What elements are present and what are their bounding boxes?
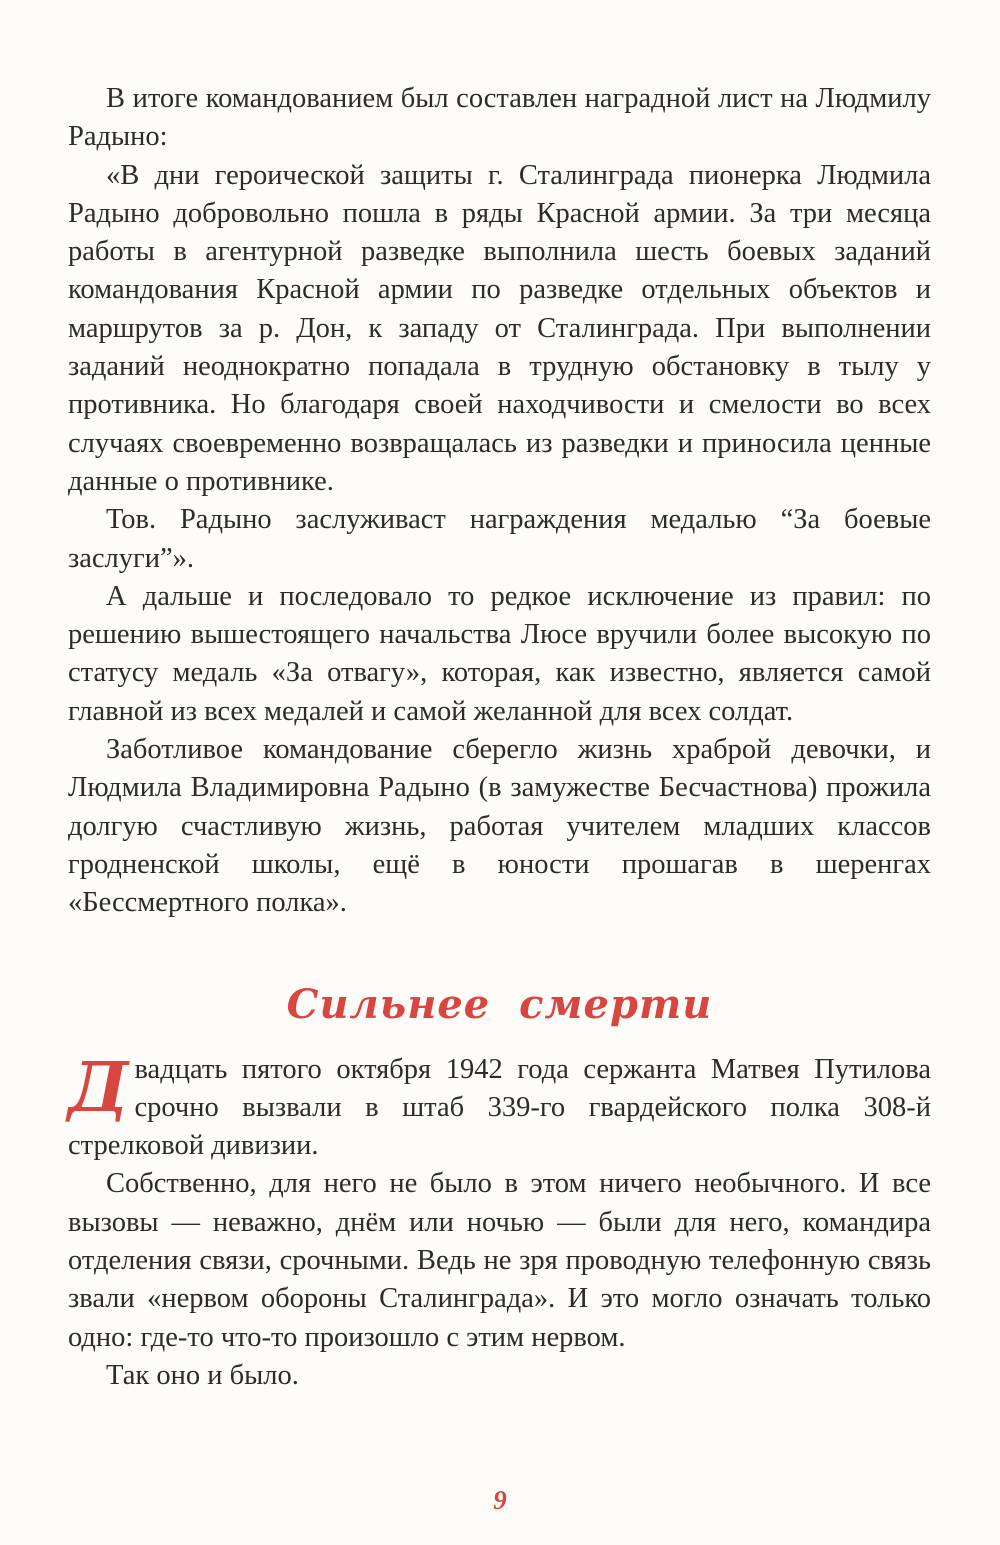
- paragraph-award-conclusion: Тов. Радыно заслуживаст награждения медалью “За боевые заслуги”».: [68, 504, 931, 574]
- paragraph-award-quote: «В дни героической защиты г. Сталинграда пионерка Людмила Радыно добровольно пошла в ряды Красной армии. За три месяца работы в агентурной разведке выполнила шесть боевых заданий командования Красной армии по разведке отдельных объектов и маршрутов за р. Дон, к западу от Сталинграда. При выполнении заданий неоднократно попадала в трудную обстановку в тылу у противника. Но благодаря своей находчивости и смелости во всех случаях своевременно возвращалась из разведки и приносила ценные данные о противнике.: [68, 159, 931, 497]
- paragraph-medal-exception: А дальше и последовало то редкое исключение из правил: по решению вышестоящего начальства Люсе вручили более высокую по статусу медаль «За отвагу», которая, как известно, является самой главной из всех медалей и самой желанной для всех солдат.: [68, 580, 931, 727]
- drop-cap: Д: [68, 1047, 129, 1128]
- paragraph-chapter-opening: [68, 1047, 931, 1166]
- paragraph-urgent-calls: Собственно, для него не было в этом ничего необычного. И все вызовы — неважно, днём или ночью — были для него, командира отделения связи, срочными. Ведь не зря проводную телефонную связь звали «нервом обороны Сталинграда». И это могло означать только одно: где-то что-то произошло с этим нервом.: [68, 1168, 931, 1353]
- paragraph-later-life: Заботливое командование сберегло жизнь храброй девочки, и Людмила Владимировна Радыно (в замужестве Бесчастнова) прожила долгую счастливую жизнь, работая учителем младших классов гродненской школы, ещё в юности прошагав в шеренгах «Бессмертного полка».: [68, 734, 931, 919]
- chapter-title: Сильнее смерти: [286, 980, 713, 1028]
- paragraph-award-intro: В итоге командованием был составлен наградной лист на Людмилу Радыно:: [68, 83, 931, 153]
- chapter-opening-text: вадцать пятого октября 1942 года сержанта Матвея Путилова срочно вызвали в штаб 339-го гвардейского полка 308-й стрелковой дивизии.: [68, 1053, 931, 1162]
- paragraph-so-it-was: Так оно и было.: [106, 1359, 299, 1391]
- book-page: [68, 80, 931, 1395]
- page-number: 9: [493, 1485, 507, 1515]
